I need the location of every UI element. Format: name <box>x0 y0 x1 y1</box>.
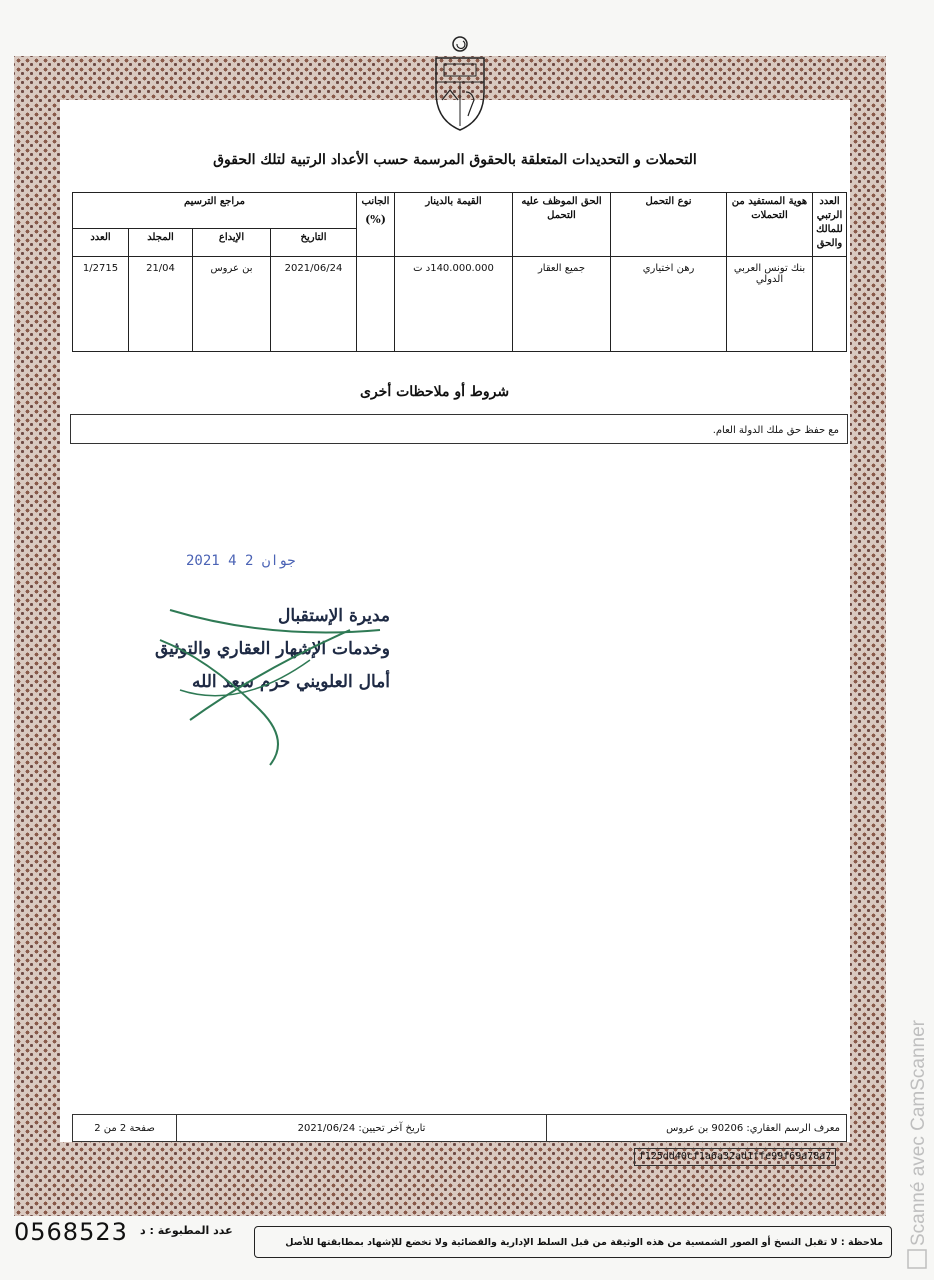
stamp-date: 2021 جوان 2 4 <box>186 553 296 569</box>
header-beneficiary: هوية المستفيد من التحملات <box>727 193 813 257</box>
signature <box>150 600 400 770</box>
header-ref-date: التاريخ <box>271 229 357 257</box>
watermark-text: Scanné avec CamScanner <box>908 1019 929 1246</box>
cell-charge-type: رهن اختياري <box>611 257 727 352</box>
header-ref-number: العدد <box>73 229 129 257</box>
header-share <box>357 193 395 257</box>
conditions-box <box>70 414 848 444</box>
header-rank: العدد الرتبي للمالك والحق <box>813 193 847 257</box>
page-title: التحملات و التحديدات المتعلقة بالحقوق المرسمة حسب الأعداد الرتبية لتلك الحقوق <box>213 152 697 168</box>
last-update: تاريخ آخر تحيين: 2021/06/24 <box>177 1115 547 1142</box>
header-refs: مراجع الترسيم <box>73 193 357 229</box>
coat-of-arms-icon <box>430 30 490 134</box>
header-ref-volume: المجلد <box>129 229 193 257</box>
header-value: القيمة بالدينار <box>395 193 513 257</box>
serial-number: 0568523 <box>14 1218 128 1246</box>
cell-right: جميع العقار <box>513 257 611 352</box>
conditions-title: شروط أو ملاحظات أخرى <box>360 384 510 400</box>
header-share-unit: (%) <box>365 213 386 226</box>
header-ref-deposit: الإيداع <box>193 229 271 257</box>
table-row <box>73 257 847 352</box>
stamp-line-1: مديرة الإستقبال <box>277 606 390 626</box>
cell-deposit: بن عروس <box>193 257 271 352</box>
cell-share <box>357 257 395 352</box>
serial-label: عدد المطبوعة : د <box>140 1224 233 1237</box>
footer-bar <box>72 1114 847 1142</box>
cell-date: 2021/06/24 <box>271 257 357 352</box>
legal-note: ملاحظة : لا تقبل النسخ أو الصور الشمسية من هذه الوثيقة من قبل السلط الإدارية والقضائية ولا تخضع للإشهاد بمطابقتها للأصل <box>254 1226 892 1258</box>
conditions-text: مع حفظ حق ملك الدولة العام. <box>712 425 839 436</box>
property-id: معرف الرسم العقاري: 90206 بن عروس <box>547 1115 847 1142</box>
cell-beneficiary: بنك تونس العربي الدولي <box>727 257 813 352</box>
cell-number: 1/2715 <box>73 257 129 352</box>
header-share-label: الجانب <box>361 196 390 207</box>
stamp-line-3: أمال العلويني حرم سعد الله <box>191 672 390 692</box>
watermark-logo-icon <box>908 1250 926 1268</box>
header-right: الحق الموظف عليه التحمل <box>513 193 611 257</box>
charges-table <box>72 192 847 352</box>
cell-value: 140.000.000د ت <box>395 257 513 352</box>
header-charge-type: نوع التحمل <box>611 193 727 257</box>
document-hash: f125dd40cf1a6a32ad1ffe99f69a78a7 <box>634 1148 836 1166</box>
cell-rank <box>813 257 847 352</box>
stamp-line-2: وخدمات الإشهار العقاري والتوثيق <box>154 639 390 659</box>
cell-volume: 21/04 <box>129 257 193 352</box>
page-number: صفحة 2 من 2 <box>73 1115 177 1142</box>
scanner-watermark <box>906 930 930 1270</box>
